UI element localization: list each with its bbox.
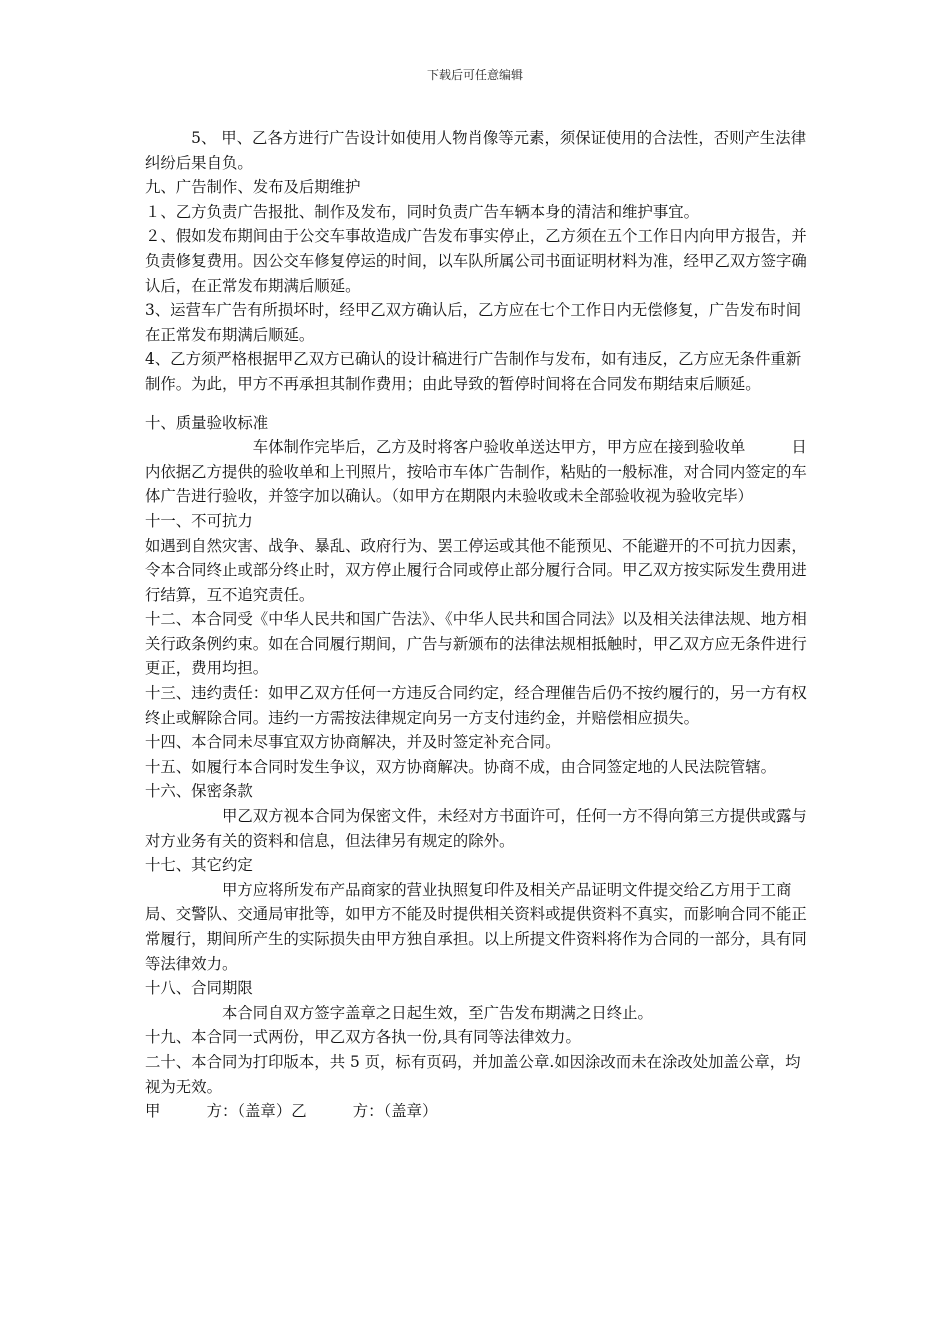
- document-body: [145, 126, 810, 1124]
- section-14: 十四、本合同未尽事宜双方协商解决，并及时签定补充合同。: [145, 733, 561, 752]
- section-16-heading: 十六、保密条款: [145, 782, 253, 801]
- section-11-heading: 十一、不可抗力: [145, 511, 253, 530]
- page-header: 下载后可任意编辑: [426, 68, 523, 82]
- section-9-item-1: １、乙方负责广告报批、制作及发布，同时负责广告车辆本身的清洁和维护事宜。: [145, 202, 700, 221]
- section-17-body: 甲方应将所发布产品商家的营业执照复印件及相关产品证明文件提交给乙方用于工商局、交警队、交通局审批等，如甲方不能及时提供相关资料或提供资料不真实，而影响合同不能正常履行，期间所产生的实际损失由甲方独自承担。以上所提文件资料将作为合同的一部分，具有同等法律效力。: [145, 880, 807, 973]
- section-12: 十二、本合同受《中华人民共和国广告法》、《中华人民共和国合同法》以及相关法律法规、地方相关行政条例约束。如在合同履行期间，广告与新颁布的法律法规相抵触时，甲乙双方应无条件进行更正，费用均担。: [145, 610, 807, 678]
- section-9-heading: 九、广告制作、发布及后期维护: [145, 178, 361, 197]
- signature-line: 甲 方：（盖章）乙 方：（盖章）: [145, 1102, 438, 1121]
- section-10-heading: 十、质量验收标准: [145, 413, 269, 432]
- section-15: 十五、如履行本合同时发生争议，双方协商解决。协商不成，由合同签定地的人民法院管辖。: [145, 757, 777, 776]
- section-13: 十三、违约责任：如甲乙双方任何一方违反合同约定，经合理催告后仍不按约履行的，另一方有权终止或解除合同。违约一方需按法律规定向另一方支付违约金，并赔偿相应损失。: [145, 684, 807, 727]
- section-10-body: 车体制作完毕后，乙方及时将客户验收单送达甲方，甲方应在接到验收单 日内依据乙方提供的验收单和上刊照片，按哈市车体广告制作，粘贴的一般标准，对合同内签定的车体广告进行验收，并签字加以确认。（如甲方在期限内未验收或未全部验收视为验收完毕）: [145, 438, 807, 506]
- section-18-body: 本合同自双方签字盖章之日起生效，至广告发布期满之日终止。: [145, 1003, 653, 1022]
- section-9-item-4: 4、乙方须严格根据甲乙双方已确认的设计稿进行广告制作与发布，如有违反，乙方应无条件重新制作。为此，甲方不再承担其制作费用；由此导致的暂停时间将在合同发布期结束后顺延。: [145, 350, 802, 393]
- section-9-item-3: 3、运营车广告有所损坏时，经甲乙双方确认后，乙方应在七个工作日内无偿修复，广告发布时间在正常发布期满后顺延。: [145, 301, 802, 344]
- paragraph-gap: [145, 397, 810, 411]
- section-18-heading: 十八、合同期限: [145, 979, 253, 998]
- section-16-body: 甲乙双方视本合同为保密文件，未经对方书面许可，任何一方不得向第三方提供或露与对方业务有关的资料和信息，但法律另有规定的除外。: [145, 807, 807, 850]
- section-17-heading: 十七、其它约定: [145, 856, 253, 875]
- clause-5: 5、 甲、乙各方进行广告设计如使用人物肖像等元素，须保证使用的合法性，否则产生法律纠纷后果自负。: [145, 129, 807, 172]
- section-20: 二十、本合同为打印版本，共 5 页，标有页码，并加盖公章.如因涂改而未在涂改处加盖公章，均视为无效。: [145, 1052, 801, 1096]
- section-11-body: 如遇到自然灾害、战争、暴乱、政府行为、罢工停运或其他不能预见、不能避开的不可抗力因素，令本合同终止或部分终止时，双方停止履行合同或停止部分履行合同。甲乙双方按实际发生费用进行结算，互不追究责任。: [145, 536, 807, 604]
- section-19: 十九、本合同一式两份，甲乙双方各执一份,具有同等法律效力。: [145, 1028, 581, 1047]
- section-9-item-2: ２、假如发布期间由于公交车事故造成广告发布事实停止，乙方须在五个工作日内向甲方报告，并负责修复费用。因公交车修复停运的时间，以车队所属公司书面证明材料为准，经甲乙双方签字确认后，在正常发布期满后顺延。: [145, 227, 807, 295]
